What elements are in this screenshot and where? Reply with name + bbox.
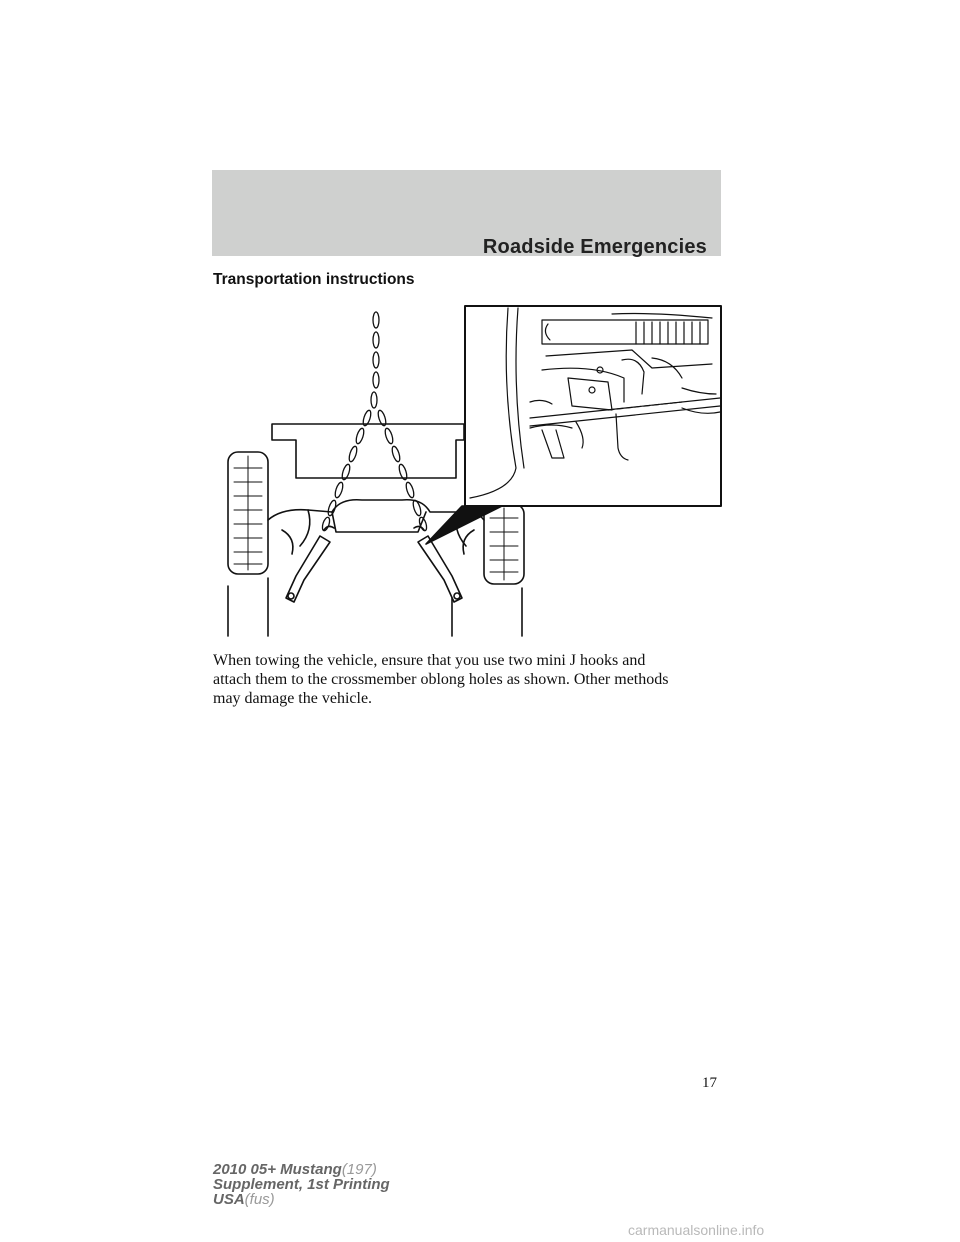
page-number: 17 [702, 1075, 717, 1091]
footer-edition: Supplement, 1st Printing [213, 1176, 390, 1193]
watermark: carmanualsonline.info [628, 1222, 765, 1238]
footer-market: USA [213, 1191, 245, 1208]
header-band [212, 170, 721, 256]
towing-diagram-icon [212, 298, 722, 638]
body-paragraph: When towing the vehicle, ensure that you use two mini J hooks and attach them to the crossmember oblong holes as shown. Other methods may damage the vehicle. [213, 652, 669, 707]
footer-model: 2010 05+ Mustang [213, 1161, 342, 1178]
page-header-title: Roadside Emergencies [482, 236, 707, 258]
section-heading: Transportation instructions [213, 271, 415, 288]
print-footer [213, 1162, 390, 1207]
footer-model-code: (197) [341, 1161, 377, 1178]
towing-diagram [212, 298, 722, 638]
footer-market-code: (fus) [244, 1191, 275, 1208]
